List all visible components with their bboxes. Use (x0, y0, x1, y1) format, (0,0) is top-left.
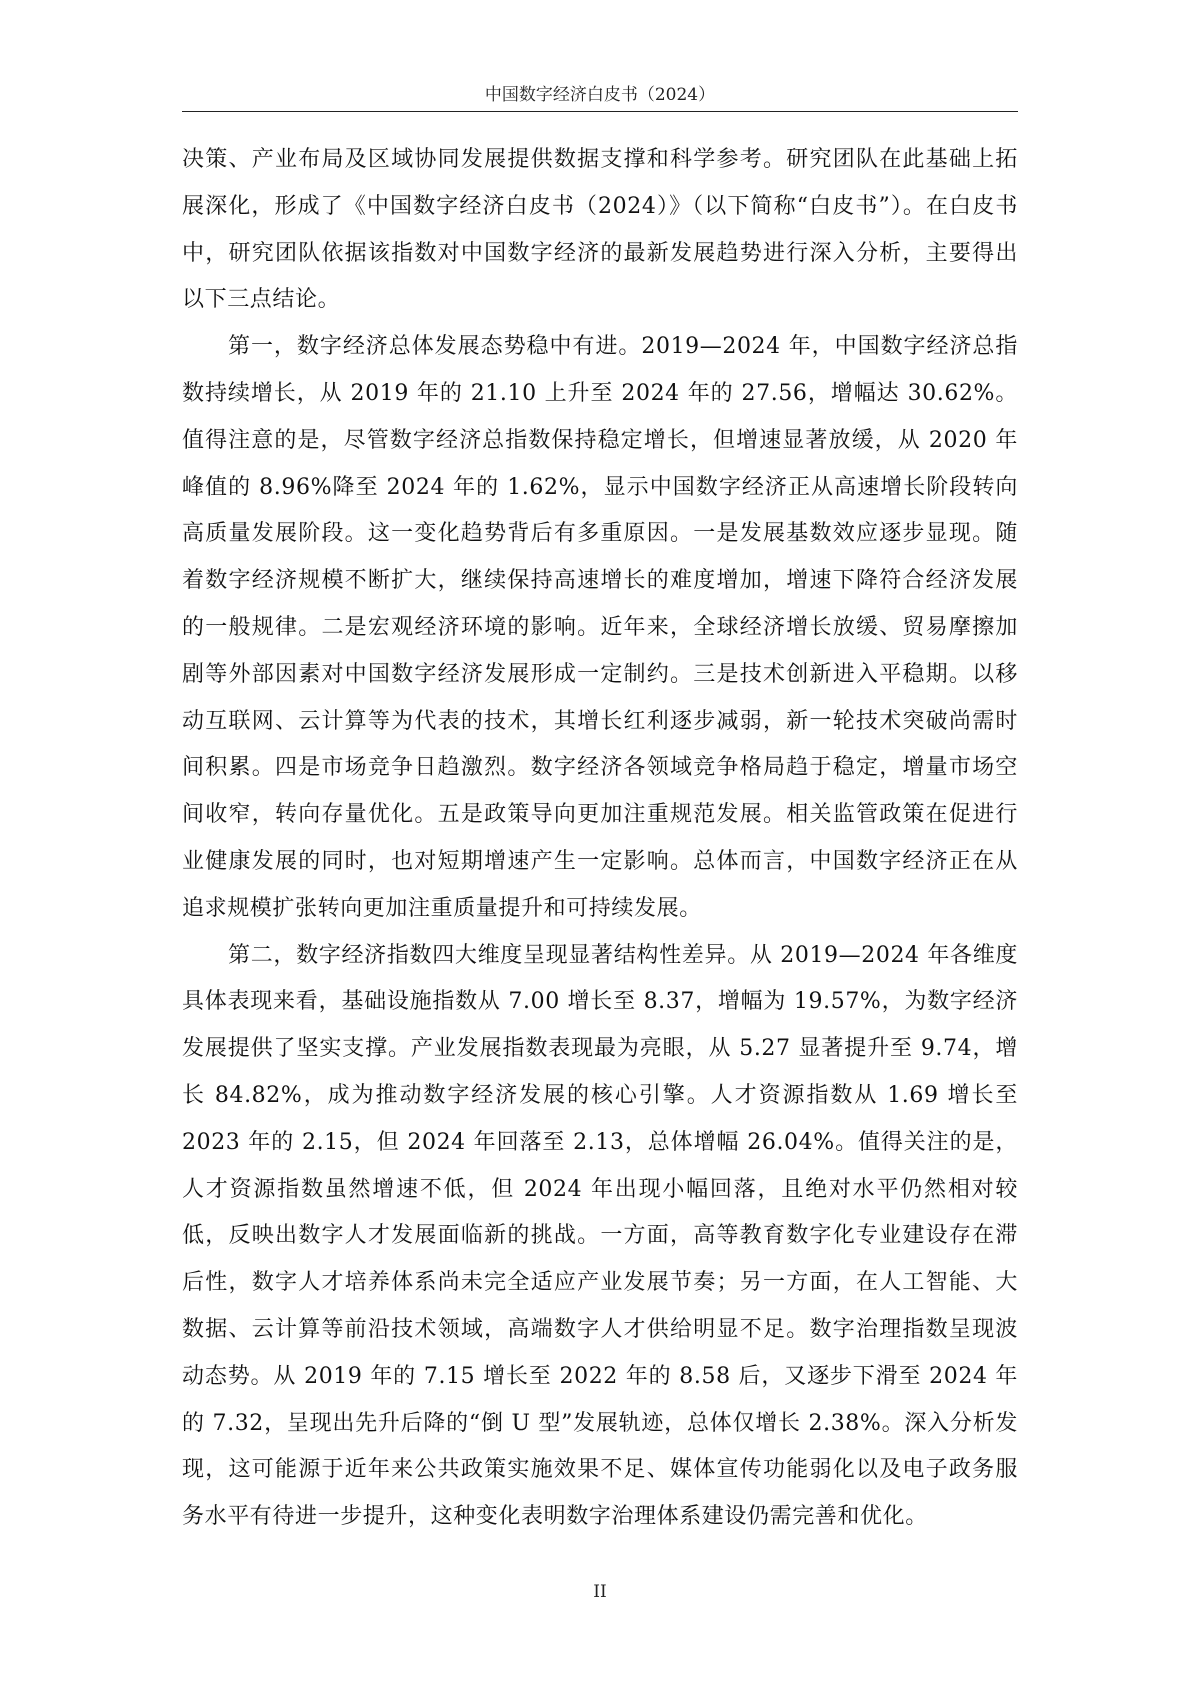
running-header: 中国数字经济白皮书（2024） (484, 85, 716, 105)
paragraph-continuation: 决策、产业布局及区域协同发展提供数据支撑和科学参考。研究团队在此基础上拓展深化，形成了《中国数字经济白皮书（2024）》（以下简称“白皮书”）。在白皮书中，研究团队依据该指数对中国数字经济的最新发展趋势进行深入分析，主要得出以下三点结论。 (182, 147, 1018, 313)
page-number: II (593, 1582, 607, 1602)
page-body (182, 137, 1018, 1541)
paragraph-conclusion-one: 第一，数字经济总体发展态势稳中有进。2019—2024 年，中国数字经济总指数持续增长，从 2019 年的 21.10 上升至 2024 年的 27.56，增幅达 30.62%。值得注意的是，尽管数字经济总指数保持稳定增长，但增速显著放缓，从 2020 年峰值的 8.96%降至 2024 年的 1.62%，显示中国数字经济正从高速增长阶段转向高质量发展阶段。这一变化趋势背后有多重原因。一是发展基数效应逐步显现。随着数字经济规模不断扩大，继续保持高速增长的难度增加，增速下降符合经济发展的一般规律。二是宏观经济环境的影响。近年来，全球经济增长放缓、贸易摩擦加剧等外部因素对中国数字经济发展形成一定制约。三是技术创新进入平稳期。以移动互联网、云计算等为代表的技术，其增长红利逐步减弱，新一轮技术突破尚需时间积累。四是市场竞争日趋激烈。数字经济各领域竞争格局趋于稳定，增量市场空间收窄，转向存量优化。五是政策导向更加注重规范发展。相关监管政策在促进行业健康发展的同时，也对短期增速产生一定影响。总体而言，中国数字经济正在从追求规模扩张转向更加注重质量提升和可持续发展。 (182, 334, 1018, 921)
header-rule (182, 111, 1018, 112)
paragraph-conclusion-two: 第二，数字经济指数四大维度呈现显著结构性差异。从 2019—2024 年各维度具体表现来看，基础设施指数从 7.00 增长至 8.37，增幅为 19.57%，为数字经济发展提供了坚实支撑。产业发展指数表现最为亮眼，从 5.27 显著提升至 9.74，增长 84.82%，成为推动数字经济发展的核心引擎。人才资源指数从 1.69 增长至 2023 年的 2.15，但 2024 年回落至 2.13，总体增幅 26.04%。值得关注的是，人才资源指数虽然增速不低，但 2024 年出现小幅回落，且绝对水平仍然相对较低，反映出数字人才发展面临新的挑战。一方面，高等教育数字化专业建设存在滞后性，数字人才培养体系尚未完全适应产业发展节奏；另一方面，在人工智能、大数据、云计算等前沿技术领域，高端数字人才供给明显不足。数字治理指数呈现波动态势。从 2019 年的 7.15 增长至 2022 年的 8.58 后，又逐步下滑至 2024 年的 7.32，呈现出先升后降的“倒 U 型”发展轨迹，总体仅增长 2.38%。深入分析发现，这可能源于近年来公共政策实施效果不足、媒体宣传功能弱化以及电子政务服务水平有待进一步提升，这种变化表明数字治理体系建设仍需完善和优化。 (182, 942, 1018, 1530)
